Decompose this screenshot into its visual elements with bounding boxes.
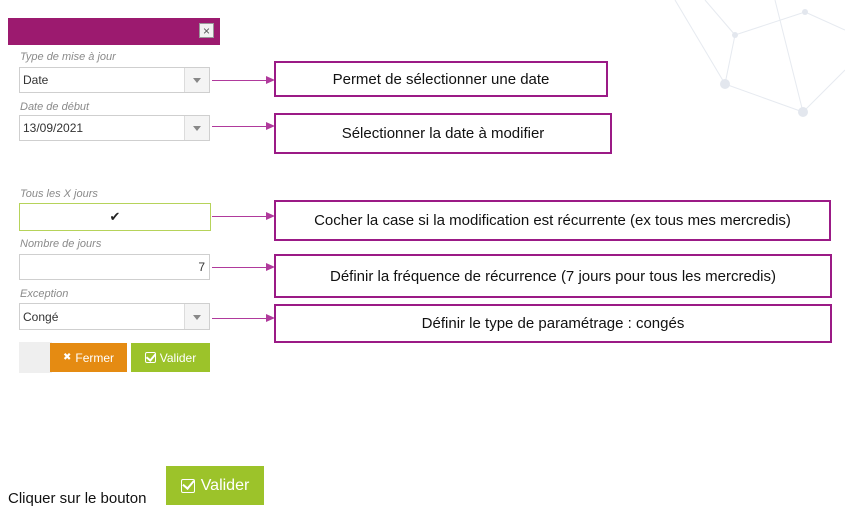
arrow-line: [212, 126, 268, 127]
validate-button[interactable]: [131, 343, 210, 372]
callout-text: Définir le type de paramétrage : congés: [421, 315, 685, 332]
validate-button-example-label: Valider: [200, 476, 250, 494]
times-icon: ✖: [62, 352, 72, 363]
exception-label: Exception: [20, 288, 69, 300]
arrow-line: [212, 216, 268, 217]
number-of-days-input[interactable]: [19, 254, 210, 280]
callout-exception-type: [274, 304, 832, 343]
close-icon[interactable]: ×: [199, 23, 214, 38]
arrow-line: [212, 80, 268, 81]
every-x-days-label: Tous les X jours: [20, 188, 98, 200]
every-x-days-checkbox[interactable]: [19, 203, 211, 231]
exception-select[interactable]: [19, 303, 210, 330]
checkmark-icon: ✔: [109, 209, 121, 224]
start-date-value: 13/09/2021: [23, 121, 84, 135]
callout-text: Définir la fréquence de récurrence (7 jours pour tous les mercredis): [329, 267, 777, 285]
close-button[interactable]: [50, 343, 127, 372]
start-date-label: Date de début: [20, 101, 90, 113]
callout-select-date: [274, 61, 608, 97]
start-date-select[interactable]: [19, 115, 210, 141]
arrow-line: [212, 267, 268, 268]
instruction-text: Cliquer sur le bouton: [8, 490, 147, 507]
number-of-days-label: Nombre de jours: [20, 238, 102, 250]
number-of-days-value: 7: [198, 260, 205, 274]
update-type-select[interactable]: [19, 67, 210, 93]
button-row-spacer: [19, 342, 52, 373]
chevron-down-icon[interactable]: [184, 68, 209, 92]
check-square-icon: [181, 479, 195, 493]
chevron-down-icon[interactable]: [184, 304, 209, 329]
dialog-header: [8, 18, 220, 45]
callout-recurrence-checkbox: [274, 200, 831, 241]
exception-value: Congé: [23, 310, 59, 324]
validate-button-example[interactable]: [166, 466, 264, 505]
update-type-value: Date: [23, 73, 49, 87]
close-button-label: Fermer: [75, 350, 115, 365]
check-square-icon: [145, 352, 156, 363]
callout-text: Sélectionner la date à modifier: [341, 125, 545, 142]
chevron-down-icon[interactable]: [184, 116, 209, 140]
callout-date-to-modify: [274, 113, 612, 154]
arrow-line: [212, 318, 268, 319]
callout-recurrence-frequency: [274, 254, 832, 298]
callout-text: Cocher la case si la modification est récurrente (ex tous mes mercredis): [314, 212, 791, 229]
validate-button-label: Valider: [159, 350, 197, 365]
callout-text: Permet de sélectionner une date: [332, 70, 550, 88]
background-network-decoration: [645, 0, 845, 140]
update-type-label: Type de mise à jour: [20, 51, 116, 63]
